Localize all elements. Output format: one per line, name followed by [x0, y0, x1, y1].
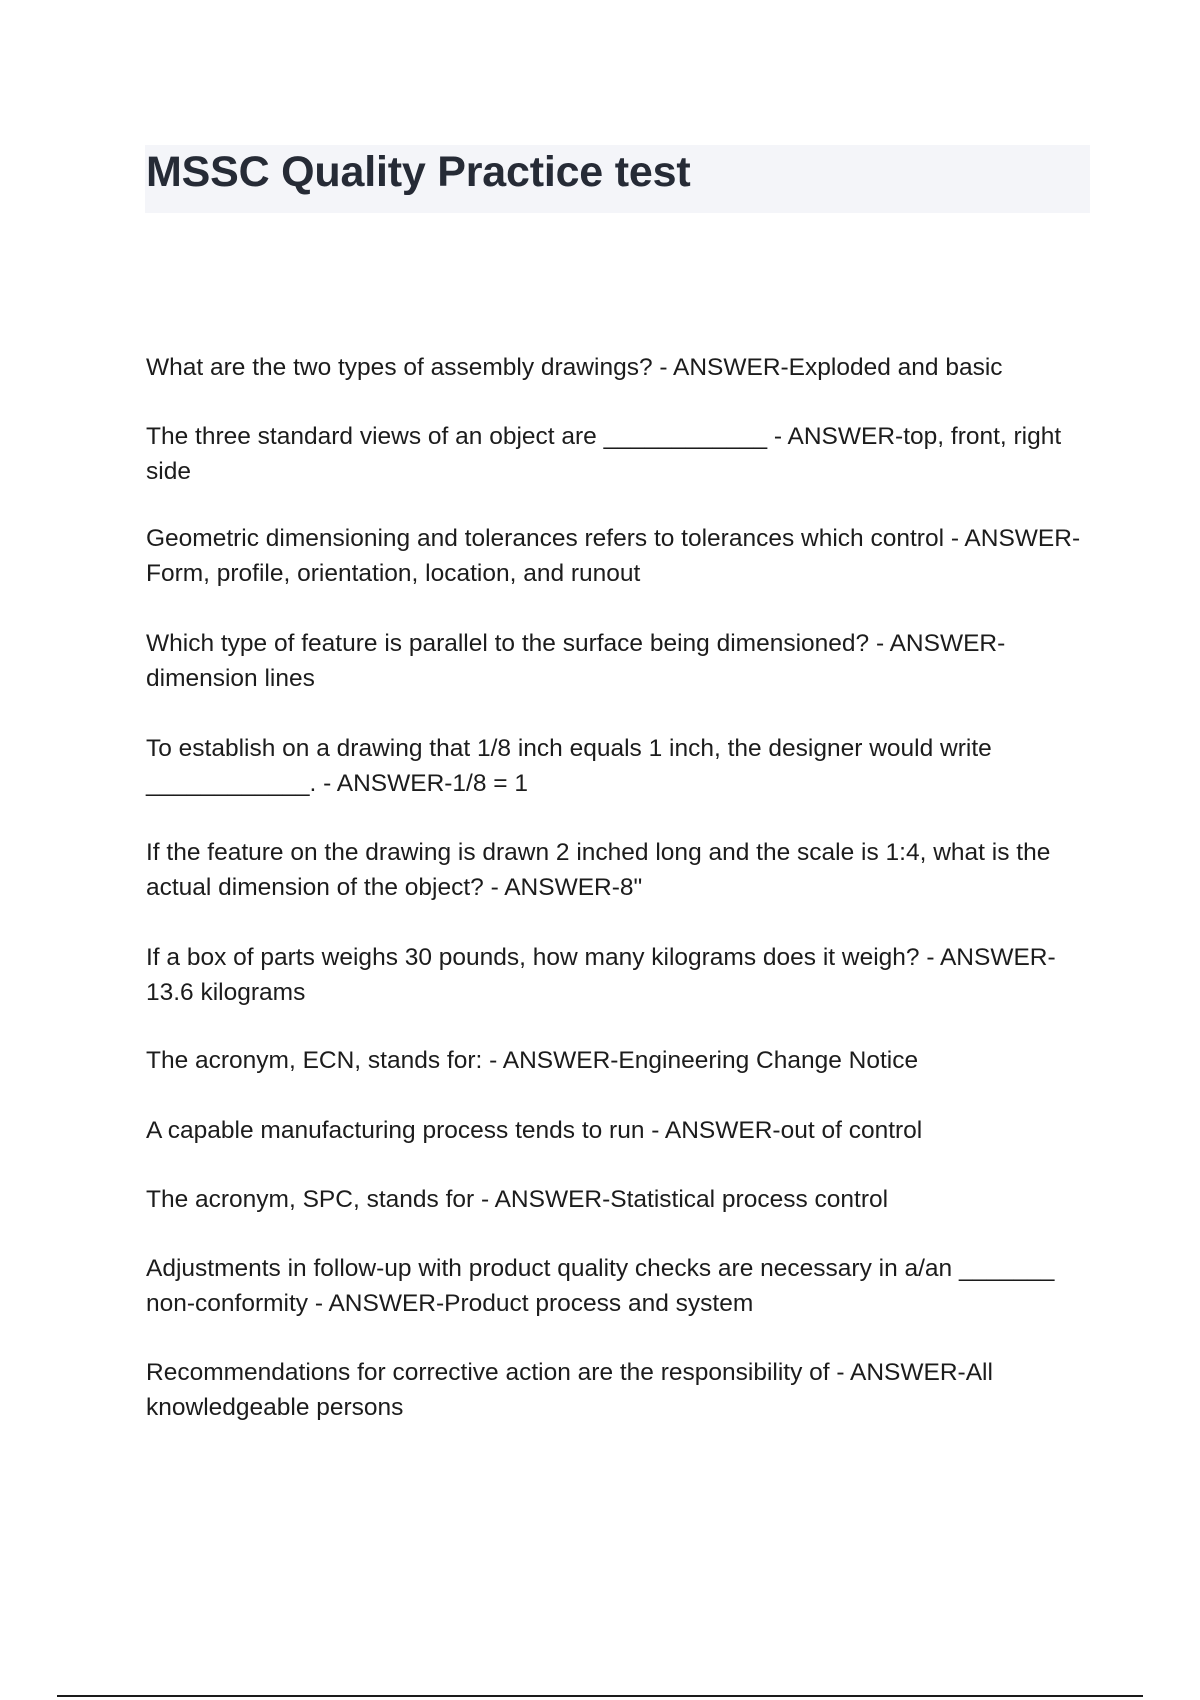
- qa-item-5: To establish on a drawing that 1/8 inch equals 1 inch, the designer would write ____________. - ANSWER-1/8 = 1: [146, 735, 992, 797]
- qa-item-7: If a box of parts weighs 30 pounds, how many kilograms does it weigh? - ANSWER-13.6 kilograms: [146, 944, 1056, 1006]
- qa-item-3: Geometric dimensioning and tolerances refers to tolerances which control - ANSWER-Form, profile, orientation, location, and runout: [146, 525, 1081, 587]
- qa-item-6: If the feature on the drawing is drawn 2 inched long and the scale is 1:4, what is the actual dimension of the object? - ANSWER-8": [146, 839, 1051, 901]
- qa-item-10: The acronym, SPC, stands for - ANSWER-Statistical process control: [146, 1186, 889, 1213]
- qa-item-4: Which type of feature is parallel to the surface being dimensioned? - ANSWER-dimension lines: [146, 630, 1006, 692]
- document-title: MSSC Quality Practice test: [146, 148, 691, 196]
- footer-rule: [57, 1695, 1143, 1697]
- qa-item-12: Recommendations for corrective action are the responsibility of - ANSWER-All knowledgeable persons: [146, 1359, 993, 1421]
- qa-item-2: The three standard views of an object are ____________ - ANSWER-top, front, right side: [146, 423, 1062, 485]
- qa-item-11: Adjustments in follow-up with product quality checks are necessary in a/an _______ non-conformity - ANSWER-Product process and system: [146, 1255, 1055, 1317]
- qa-item-9: A capable manufacturing process tends to run - ANSWER-out of control: [146, 1117, 923, 1144]
- qa-item-1: What are the two types of assembly drawings? - ANSWER-Exploded and basic: [146, 354, 1003, 381]
- qa-item-8: The acronym, ECN, stands for: - ANSWER-Engineering Change Notice: [146, 1047, 919, 1074]
